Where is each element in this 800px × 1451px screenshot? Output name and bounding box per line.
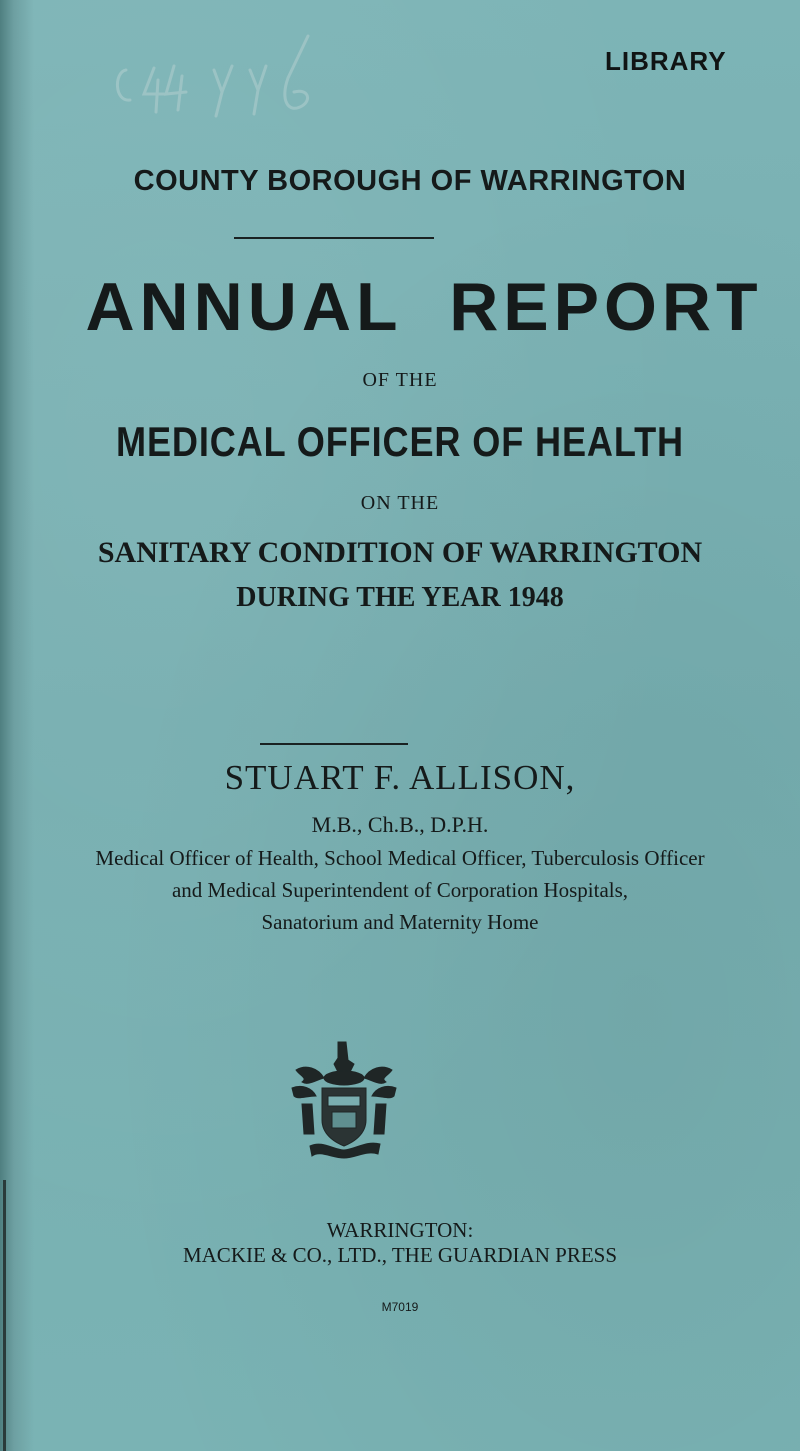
library-stamp: LIBRARY (605, 46, 727, 76)
author-title-line: Sanatorium and Maternity Home (261, 910, 539, 934)
report-period: DURING THE YEAR 1948 (236, 582, 564, 613)
author-title-line: Medical Officer of Health, School Medical Officer, Tuberculosis Officer (95, 846, 705, 870)
page-edge-line (3, 1180, 6, 1451)
borough-crest-icon (288, 1038, 400, 1164)
divider-rule (260, 743, 408, 745)
report-title: ANNUAL REPORT (85, 269, 763, 345)
divider-rule (234, 237, 434, 239)
report-subject: SANITARY CONDITION OF WARRINGTON (97, 536, 703, 569)
handwritten-shelfmark-icon (112, 30, 322, 120)
county-heading: COUNTY BOROUGH OF WARRINGTON (133, 165, 687, 197)
of-the-label: OF THE (362, 369, 438, 391)
author-degrees: M.B., Ch.B., D.P.H. (311, 812, 489, 837)
on-the-label: ON THE (360, 492, 440, 514)
print-code: M7019 (381, 1300, 419, 1314)
officer-title: MEDICAL OFFICER OF HEALTH (116, 418, 684, 465)
author-name: STUART F. ALLISON, (224, 758, 576, 797)
publisher-place: WARRINGTON: (326, 1218, 474, 1242)
author-title-line: and Medical Superintendent of Corporation Hospitals, (171, 878, 629, 902)
publisher-printer: MACKIE & CO., LTD., THE GUARDIAN PRESS (182, 1243, 618, 1267)
